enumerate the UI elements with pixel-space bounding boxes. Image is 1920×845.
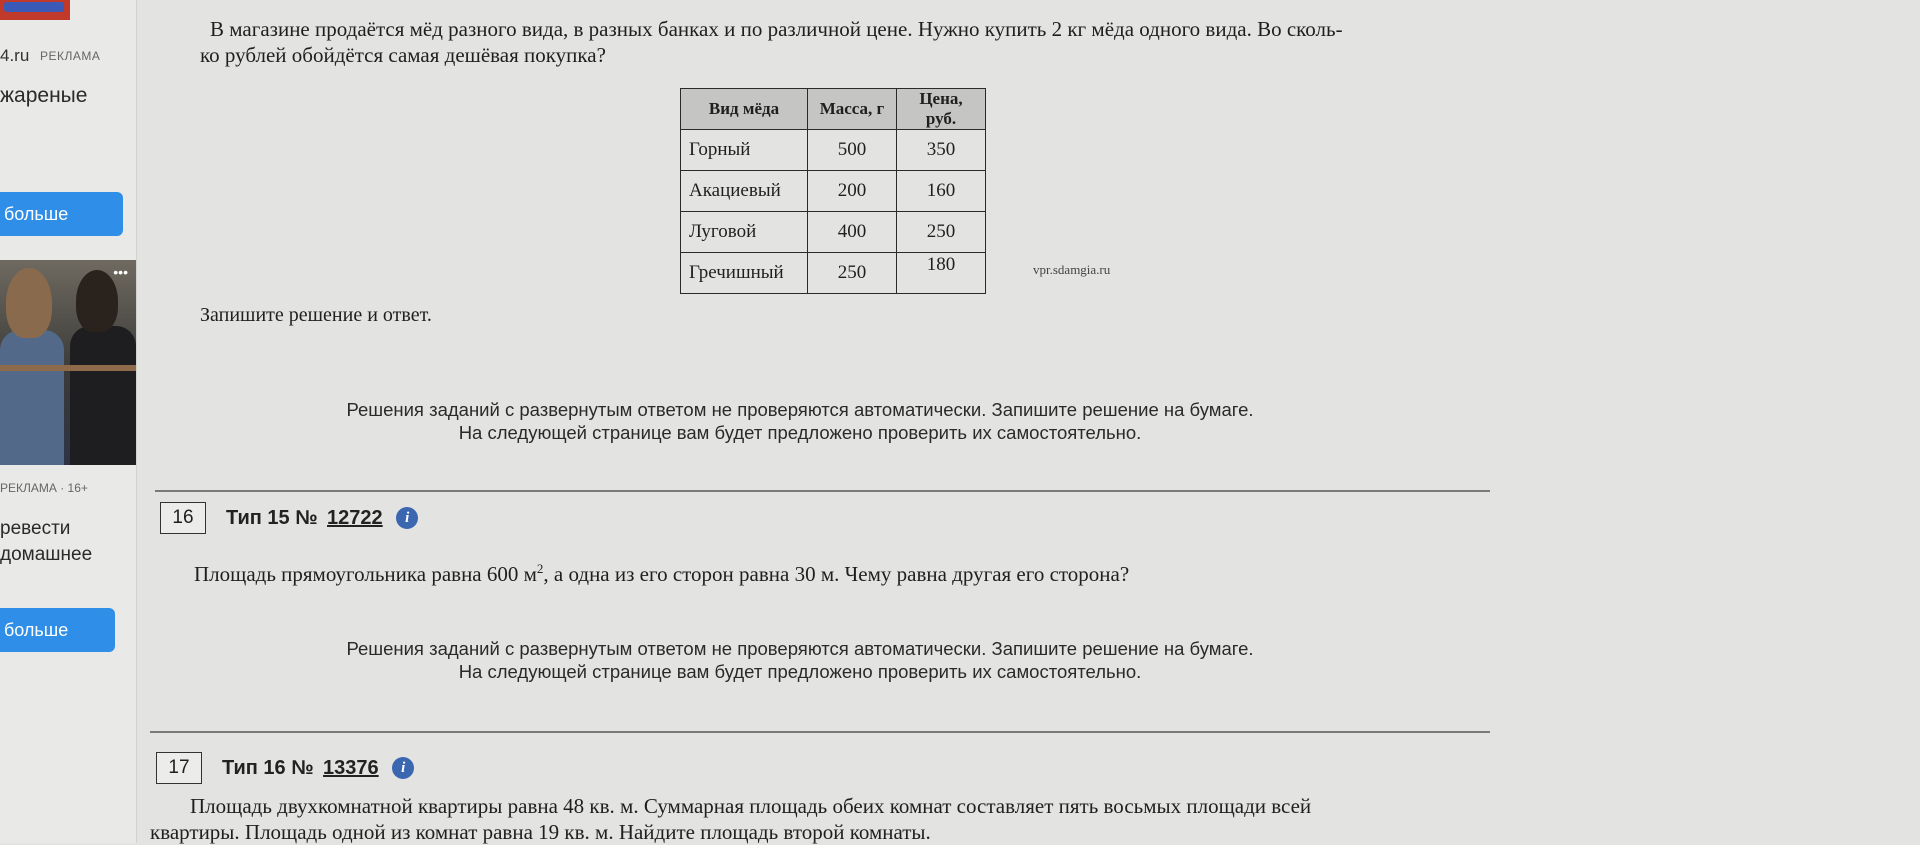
task15-note-line2: На следующей странице вам будет предложено проверить их самостоятельно.	[458, 422, 1142, 443]
task-type-label: Тип 16 №	[222, 757, 314, 779]
table-cell: Акациевый	[681, 171, 808, 212]
task-number-box: 16	[160, 502, 206, 534]
task17-text-line2: квартиры. Площадь одной из комнат равна 19 кв. м. Найдите площадь второй комнаты.	[150, 820, 931, 844]
divider	[155, 490, 1490, 492]
task17-type-line	[222, 757, 414, 780]
table-row	[681, 253, 986, 294]
task-id-link[interactable]: 12722	[327, 507, 383, 529]
more-options-icon[interactable]: •••	[113, 264, 128, 280]
honey-table	[680, 88, 986, 294]
task16-text	[194, 556, 1129, 587]
table-cell: 250	[808, 253, 897, 294]
task16-text-before: Площадь прямоугольника равна 600 м	[194, 562, 537, 586]
table-cell: 250	[897, 212, 986, 253]
task15-text-line2: ко рублей обойдётся самая дешёвая покупка?	[200, 43, 606, 67]
task-number-box: 17	[156, 752, 202, 784]
ad-more-button-2[interactable]: больше	[0, 608, 115, 652]
task16-note-line1: Решения заданий с развернутым ответом не проверяются автоматически. Запишите решение на бумаге.	[346, 638, 1254, 659]
ad-logo	[0, 0, 70, 20]
task16-text-after: , а одна из его сторон равна 30 м. Чему равна другая его сторона?	[543, 562, 1130, 586]
ad-more-button[interactable]: больше	[0, 192, 123, 236]
task16-note-line2: На следующей странице вам будет предложено проверить их самостоятельно.	[458, 661, 1142, 682]
table-cell: 350	[897, 130, 986, 171]
table-header: Вид мёда	[681, 89, 808, 130]
info-icon[interactable]: i	[396, 507, 418, 529]
ad-label: РЕКЛАМА	[40, 49, 101, 63]
table-cell: Горный	[681, 130, 808, 171]
ad-site-name: 4.ru	[0, 46, 30, 65]
ad-heading-line1[interactable]: ревести	[0, 518, 71, 539]
task15-text-line1: В магазине продаётся мёд разного вида, в разных банках и по различной цене. Нужно купить 2 кг мёда одного вида. Во сколь-	[210, 17, 1343, 41]
table-row	[681, 130, 986, 171]
task16-text-sup: 2	[536, 561, 544, 576]
task-type-label: Тип 15 №	[226, 507, 318, 529]
table-cell: Луговой	[681, 212, 808, 253]
ad-heading[interactable]: жареные	[0, 84, 88, 107]
sidebar-ad-panel	[0, 0, 137, 843]
task17-text-line1: Площадь двухкомнатной квартиры равна 48 кв. м. Суммарная площадь обеих комнат составляет пять восьмых площади всей	[190, 794, 1312, 818]
ad-label-age: РЕКЛАМА · 16+	[0, 481, 88, 495]
table-cell: 200	[808, 171, 897, 212]
task16-type-line	[226, 507, 418, 530]
table-watermark: vpr.sdamgia.ru	[1033, 262, 1111, 277]
table-cell: 500	[808, 130, 897, 171]
table-cell: Гречишный	[681, 253, 808, 294]
main-content	[150, 0, 1510, 843]
info-icon[interactable]: i	[392, 757, 414, 779]
table-header-row	[681, 89, 986, 130]
task-id-link[interactable]: 13376	[323, 757, 379, 779]
table-cell: 180	[897, 253, 986, 294]
table-row	[681, 212, 986, 253]
table-cell: 400	[808, 212, 897, 253]
table-header: Масса, г	[808, 89, 897, 130]
table-header: Цена, руб.	[897, 89, 986, 130]
task15-instruction: Запишите решение и ответ.	[200, 304, 432, 326]
task15-note-line1: Решения заданий с развернутым ответом не проверяются автоматически. Запишите решение на бумаге.	[346, 399, 1254, 420]
divider	[150, 731, 1490, 733]
ad-image[interactable]	[0, 260, 136, 465]
table-cell: 160	[897, 171, 986, 212]
ad-heading-line2[interactable]: домашнее	[0, 544, 93, 565]
table-row	[681, 171, 986, 212]
